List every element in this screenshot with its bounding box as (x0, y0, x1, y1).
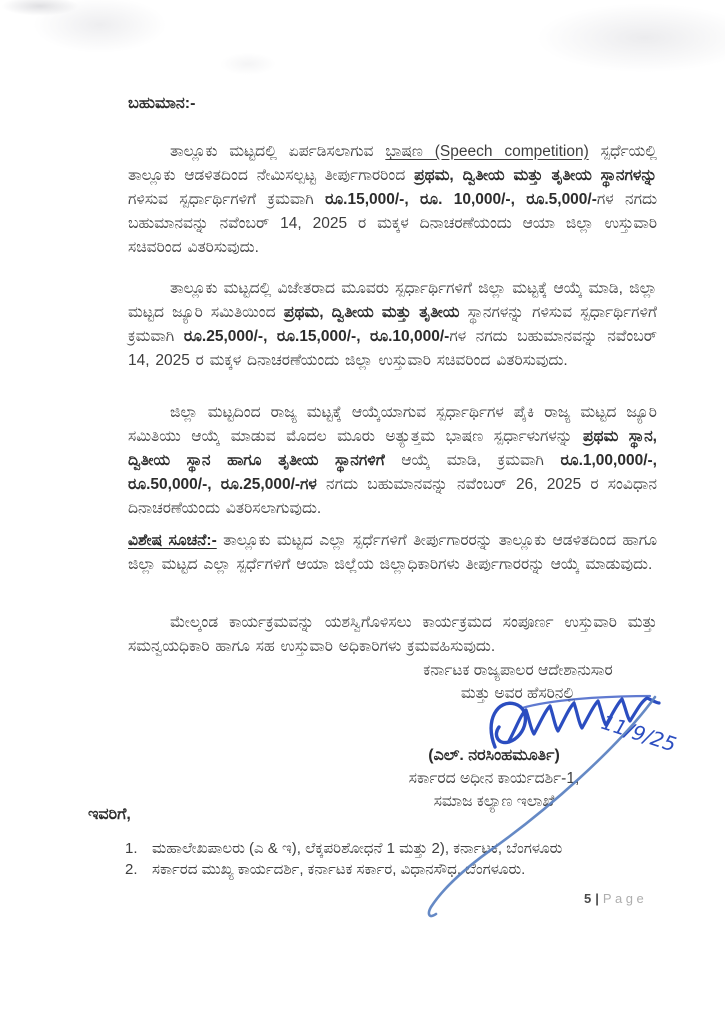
authority-block (368, 659, 668, 705)
text-run: ತಾಲ್ಲೂಕು ಮಟ್ಟದಲ್ಲಿ ವಿಜೇತರಾದ ಮೂವರು ಸ್ಪರ್ಧಾರ್ಥಿಗಳಿಗೆ ಜಿಲ್ಲಾ ಮಟ್ಟಕ್ಕೆ ಆಯ್ಕೆ ಮಾಡಿ, ಜಿಲ್ಲಾ ಮಟ್ಟದ ಜ್ಯೂರಿ ಸಮಿತಿಯಿಂದ (128, 279, 657, 321)
signatory-block (344, 744, 644, 813)
list-item-text: ಮಹಾಲೇಖಪಾಲರು (ಎ & ಇ), ಲೆಕ್ಕಪರಿಶೋಧನೆ 1 ಮತ್ತು 2), ಕರ್ನಾಟಕ, ಬೆಂಗಳೂರು (152, 840, 563, 857)
list-item-number: 2. (125, 861, 138, 878)
text-run: ಆಯ್ಕೆ ಮಾಡಿ, ಕ್ರಮವಾಗಿ (384, 451, 561, 469)
page-number: 5 (584, 891, 592, 906)
section-heading-prizes: ಬಹುಮಾನ:- (128, 95, 196, 112)
text-run: ಗಳ ನಗದು ಬಹುಮಾನವನ್ನು ನವೆಂಬರ್ 14, 2025 ರ ಮಕ್ಕಳ ದಿನಾಚರಣೆಯಂದು ಜಿಲ್ಲಾ ಉಸ್ತುವಾರಿ ಸಚಿವರಿಂದ ವಿತರಿಸುವುದು. (128, 327, 658, 369)
para-special-note (128, 529, 657, 577)
text-run: ಸ್ಪರ್ಧೆಯಲ್ಲಿ ತಾಲ್ಲೂಕು ಆಡಳಿತದಿಂದ ನೇಮಿಸಲ್ಪಟ್ಟ ತೀರ್ಪುಗಾರರಿಂದ (128, 142, 657, 184)
text-run: ಮೇಲ್ಕಂಡ ಕಾರ್ಯಕ್ರಮವನ್ನು ಯಶಸ್ವಿಗೊಳಿಸಲು ಕಾರ್ಯಕ್ರಮದ ಸಂಪೂರ್ಣ ಉಸ್ತುವಾರಿ ಮತ್ತು ಸಮನ್ವಯಧಿಕಾರಿ ಹಾಗೂ ಸಹ ಉಸ್ತುವಾರಿ ಅಧಿಕಾರಿಗಳು ಕ್ರಮವಹಿಸುವುದು. (128, 613, 657, 655)
text-run: ಪ್ರಥಮ ಸ್ಥಾನ, ದ್ವಿತೀಯ ಸ್ಥಾನ ಹಾಗೂ ತೃತೀಯ ಸ್ಥಾನಗಳಿಗೆ (128, 427, 657, 469)
page-number-footer (584, 891, 647, 906)
list-item-text: ಸರ್ಕಾರದ ಮುಖ್ಯ ಕಾರ್ಯದರ್ಶಿ, ಕರ್ನಾಟಕ ಸರ್ಕಾರ, ವಿಧಾನಸೌಧ, ಬೆಂಗಳೂರು. (152, 861, 526, 878)
page-number-separator: | (595, 891, 599, 906)
text-run: ಗಳಿಸುವ ಸ್ಪರ್ಧಾರ್ಥಿಗಳಿಗೆ ಕ್ರಮವಾಗಿ (128, 190, 326, 208)
recipients-label: ಇವರಿಗೆ, (88, 806, 131, 823)
text-run: ರೂ.25,000/-, ರೂ.15,000/-, ರೂ.10,000/- (183, 327, 450, 345)
para-taluk-speech-prizes (128, 140, 657, 260)
list-item-number: 1. (125, 840, 138, 857)
signatory-title: ಸರ್ಕಾರದ ಅಧೀನ ಕಾರ್ಯದರ್ಶಿ-1, (408, 770, 580, 787)
text-run: ರೂ.1,00,000/-, ರೂ.50,000/-, ರೂ.25,000/-ಗಳ (128, 451, 657, 493)
text-run: ಗಳ ನಗದು ಬಹುಮಾನವನ್ನು ನವೆಂಬರ್ 14, 2025 ರ ಮಕ್ಕಳ ದಿನಾಚರಣೆಯಂದು ಆಯಾ ಜಿಲ್ಲಾ ಉಸ್ತುವಾರಿ ಸಚಿವರಿಂದ ವಿತರಿಸುವುದು. (128, 190, 657, 256)
para-district-level-prizes (128, 277, 657, 373)
authority-line-2: ಮತ್ತು ಅವರ ಹೆಸರಿನಲ್ಲಿ (460, 685, 576, 702)
text-run: ನಗದು ಬಹುಮಾನವನ್ನು ನವೆಂಬರ್ 26, 2025 ರ ಸಂವಿಧಾನ ದಿನಾಚರಣೆಯಂದು ವಿತರಿಸಲಾಗುವುದು. (128, 475, 657, 517)
handwritten-date: 11/9/25 (598, 709, 680, 757)
text-run: ಜಿಲ್ಲಾ ಮಟ್ಟದಿಂದ ರಾಜ್ಯ ಮಟ್ಟಕ್ಕೆ ಆಯ್ಕೆಯಾಗುವ ಸ್ಪರ್ಧಾರ್ಥಿಗಳ ಪೈಕಿ ರಾಜ್ಯ ಮಟ್ಟದ ಜ್ಯೂರಿ ಸಮಿತಿಯು ಆಯ್ಕೆ ಮಾಡುವ ಮೊದಲ ಮೂರು ಅತ್ಯುತ್ತಮ ಭಾಷಣ ಸ್ಪರ್ಧಾಳುಗಳನ್ನು (128, 403, 657, 445)
text-run: ತಾಲ್ಲೂಕು ಮಟ್ಟದಲ್ಲಿ ಏರ್ಪಡಿಸಲಾಗುವ (170, 142, 386, 160)
text-run: ಭಾಷಣ (Speech competition) (385, 142, 589, 160)
text-run: ಪ್ರಥಮ, ದ್ವಿತೀಯ ಮತ್ತು ತೃತೀಯ (283, 303, 460, 321)
signatory-department: ಸಮಾಜ ಕಲ್ಯಾಣ ಇಲಾಖೆ (433, 793, 555, 810)
list-item (125, 859, 665, 880)
page-word: Page (602, 891, 648, 906)
authority-line-1: ಕರ್ನಾಟಕ ರಾಜ್ಯಪಾಲರ ಆದೇಶಾನುಸಾರ (423, 662, 613, 679)
text-run: ವಿಶೇಷ ಸೂಚನೆ:- (128, 531, 217, 549)
text-run: ರೂ.15,000/-, ರೂ. 10,000/-, ರೂ.5,000/- (325, 190, 597, 208)
text-run: ಸ್ಥಾನಗಳನ್ನು ಗಳಿಸುವ ಸ್ಪರ್ಧಾರ್ಥಿಗಳಿಗೆ ಕ್ರಮವಾಗಿ (128, 303, 657, 345)
text-run: ತಾಲ್ಲೂಕು ಮಟ್ಟದ ಎಲ್ಲಾ ಸ್ಪರ್ಧೆಗಳಿಗೆ ತೀರ್ಪುಗಾರರನ್ನು ತಾಲ್ಲೂಕು ಆಡಳಿತದಿಂದ ಹಾಗೂ ಜಿಲ್ಲಾ ಮಟ್ಟದ ಎಲ್ಲಾ ಸ್ಪರ್ಧೆಗಳಿಗೆ ಆಯಾ ಜಿಲ್ಲೆಯ ಜಿಲ್ಲಾಧಿಕಾರಿಗಳು ತೀರ್ಪುಗಾರರನ್ನು ಆಯ್ಕೆ ಮಾಡುವುದು. (128, 531, 657, 573)
para-state-level-prizes (128, 401, 657, 521)
para-monitoring-instruction (128, 611, 657, 659)
list-item (125, 838, 665, 859)
signatory-name: (ಎಲ್. ನರಸಿಂಹಮೂರ್ತಿ) (428, 747, 560, 764)
recipient-list (125, 838, 665, 880)
text-run: ಪ್ರಥಮ, ದ್ವಿತೀಯ ಮತ್ತು ತೃತೀಯ ಸ್ಥಾನಗಳನ್ನು (414, 166, 657, 184)
